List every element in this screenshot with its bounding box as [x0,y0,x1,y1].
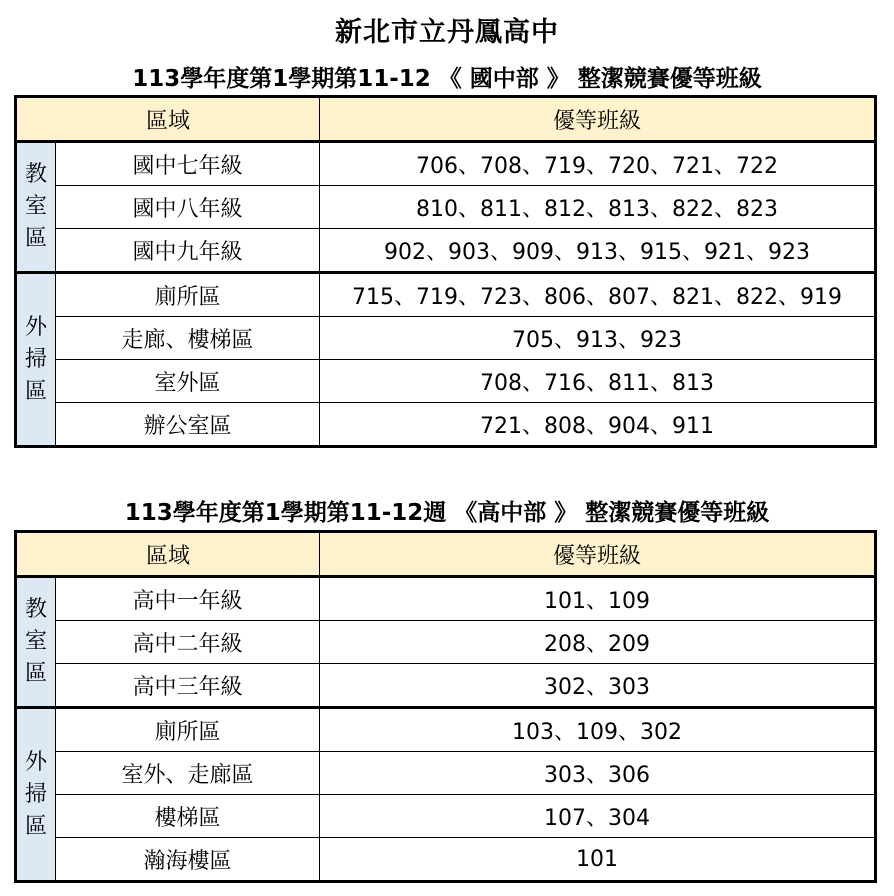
area-cell: 國中七年級 [56,142,320,186]
classes-cell: 721、808、904、911 [320,403,876,447]
zone-label-outdoor [16,708,56,882]
classes-cell: 715、719、723、806、807、821、822、919 [320,273,876,317]
area-cell: 走廊、樓梯區 [56,317,320,360]
classes-cell: 810、811、812、813、822、823 [320,186,876,229]
classes-cell: 708、716、811、813 [320,360,876,403]
area-cell: 瀚海樓區 [56,838,320,882]
area-header: 區域 [16,97,320,142]
area-cell: 廁所區 [56,273,320,317]
junior-header-row [16,97,876,142]
table-row [16,186,876,229]
zone-label-text: 外掃區 [24,314,47,404]
table-row [16,708,876,752]
area-cell: 廁所區 [56,708,320,752]
area-cell: 樓梯區 [56,795,320,838]
classes-cell: 706、708、719、720、721、722 [320,142,876,186]
area-cell: 國中八年級 [56,186,320,229]
area-cell: 國中九年級 [56,229,320,273]
classes-cell: 103、109、302 [320,708,876,752]
zone-label-text: 教室區 [24,597,47,686]
area-cell: 高中一年級 [56,577,320,621]
area-cell: 辦公室區 [56,403,320,447]
school-title: 新北市立丹鳳高中 [335,17,559,48]
area-cell: 室外區 [56,360,320,403]
table-row [16,273,876,317]
classes-cell: 902、903、909、913、915、921、923 [320,229,876,273]
classes-header: 優等班級 [320,532,876,577]
table-row [16,795,876,838]
zone-label-outdoor [16,273,56,447]
senior-table-title: 113學年度第1學期第11-12週 《高中部 》 整潔競賽優等班級 [124,500,770,526]
classes-cell: 303、306 [320,752,876,795]
zone-label-text: 教室區 [24,162,47,251]
senior-award-table [14,530,877,883]
area-cell: 高中三年級 [56,664,320,708]
junior-table-title: 113學年度第1學期第11-12 《 國中部 》 整潔競賽優等班級 [132,66,762,92]
junior-award-table [14,95,877,448]
zone-label-classroom [16,577,56,708]
table-row [16,577,876,621]
classes-cell: 705、913、923 [320,317,876,360]
table-row [16,664,876,708]
area-cell: 室外、走廊區 [56,752,320,795]
classes-cell: 208、209 [320,621,876,664]
senior-header-row [16,532,876,577]
classes-cell: 107、304 [320,795,876,838]
table-row [16,752,876,795]
zone-label-classroom [16,142,56,273]
area-header: 區域 [16,532,320,577]
classes-header: 優等班級 [320,97,876,142]
zone-label-text: 外掃區 [24,749,47,839]
table-row [16,621,876,664]
table-row [16,360,876,403]
classes-cell: 101 [320,838,876,882]
table-row [16,317,876,360]
table-row [16,142,876,186]
area-cell: 高中二年級 [56,621,320,664]
classes-cell: 101、109 [320,577,876,621]
classes-cell: 302、303 [320,664,876,708]
table-row [16,229,876,273]
table-row [16,838,876,882]
table-row [16,403,876,447]
